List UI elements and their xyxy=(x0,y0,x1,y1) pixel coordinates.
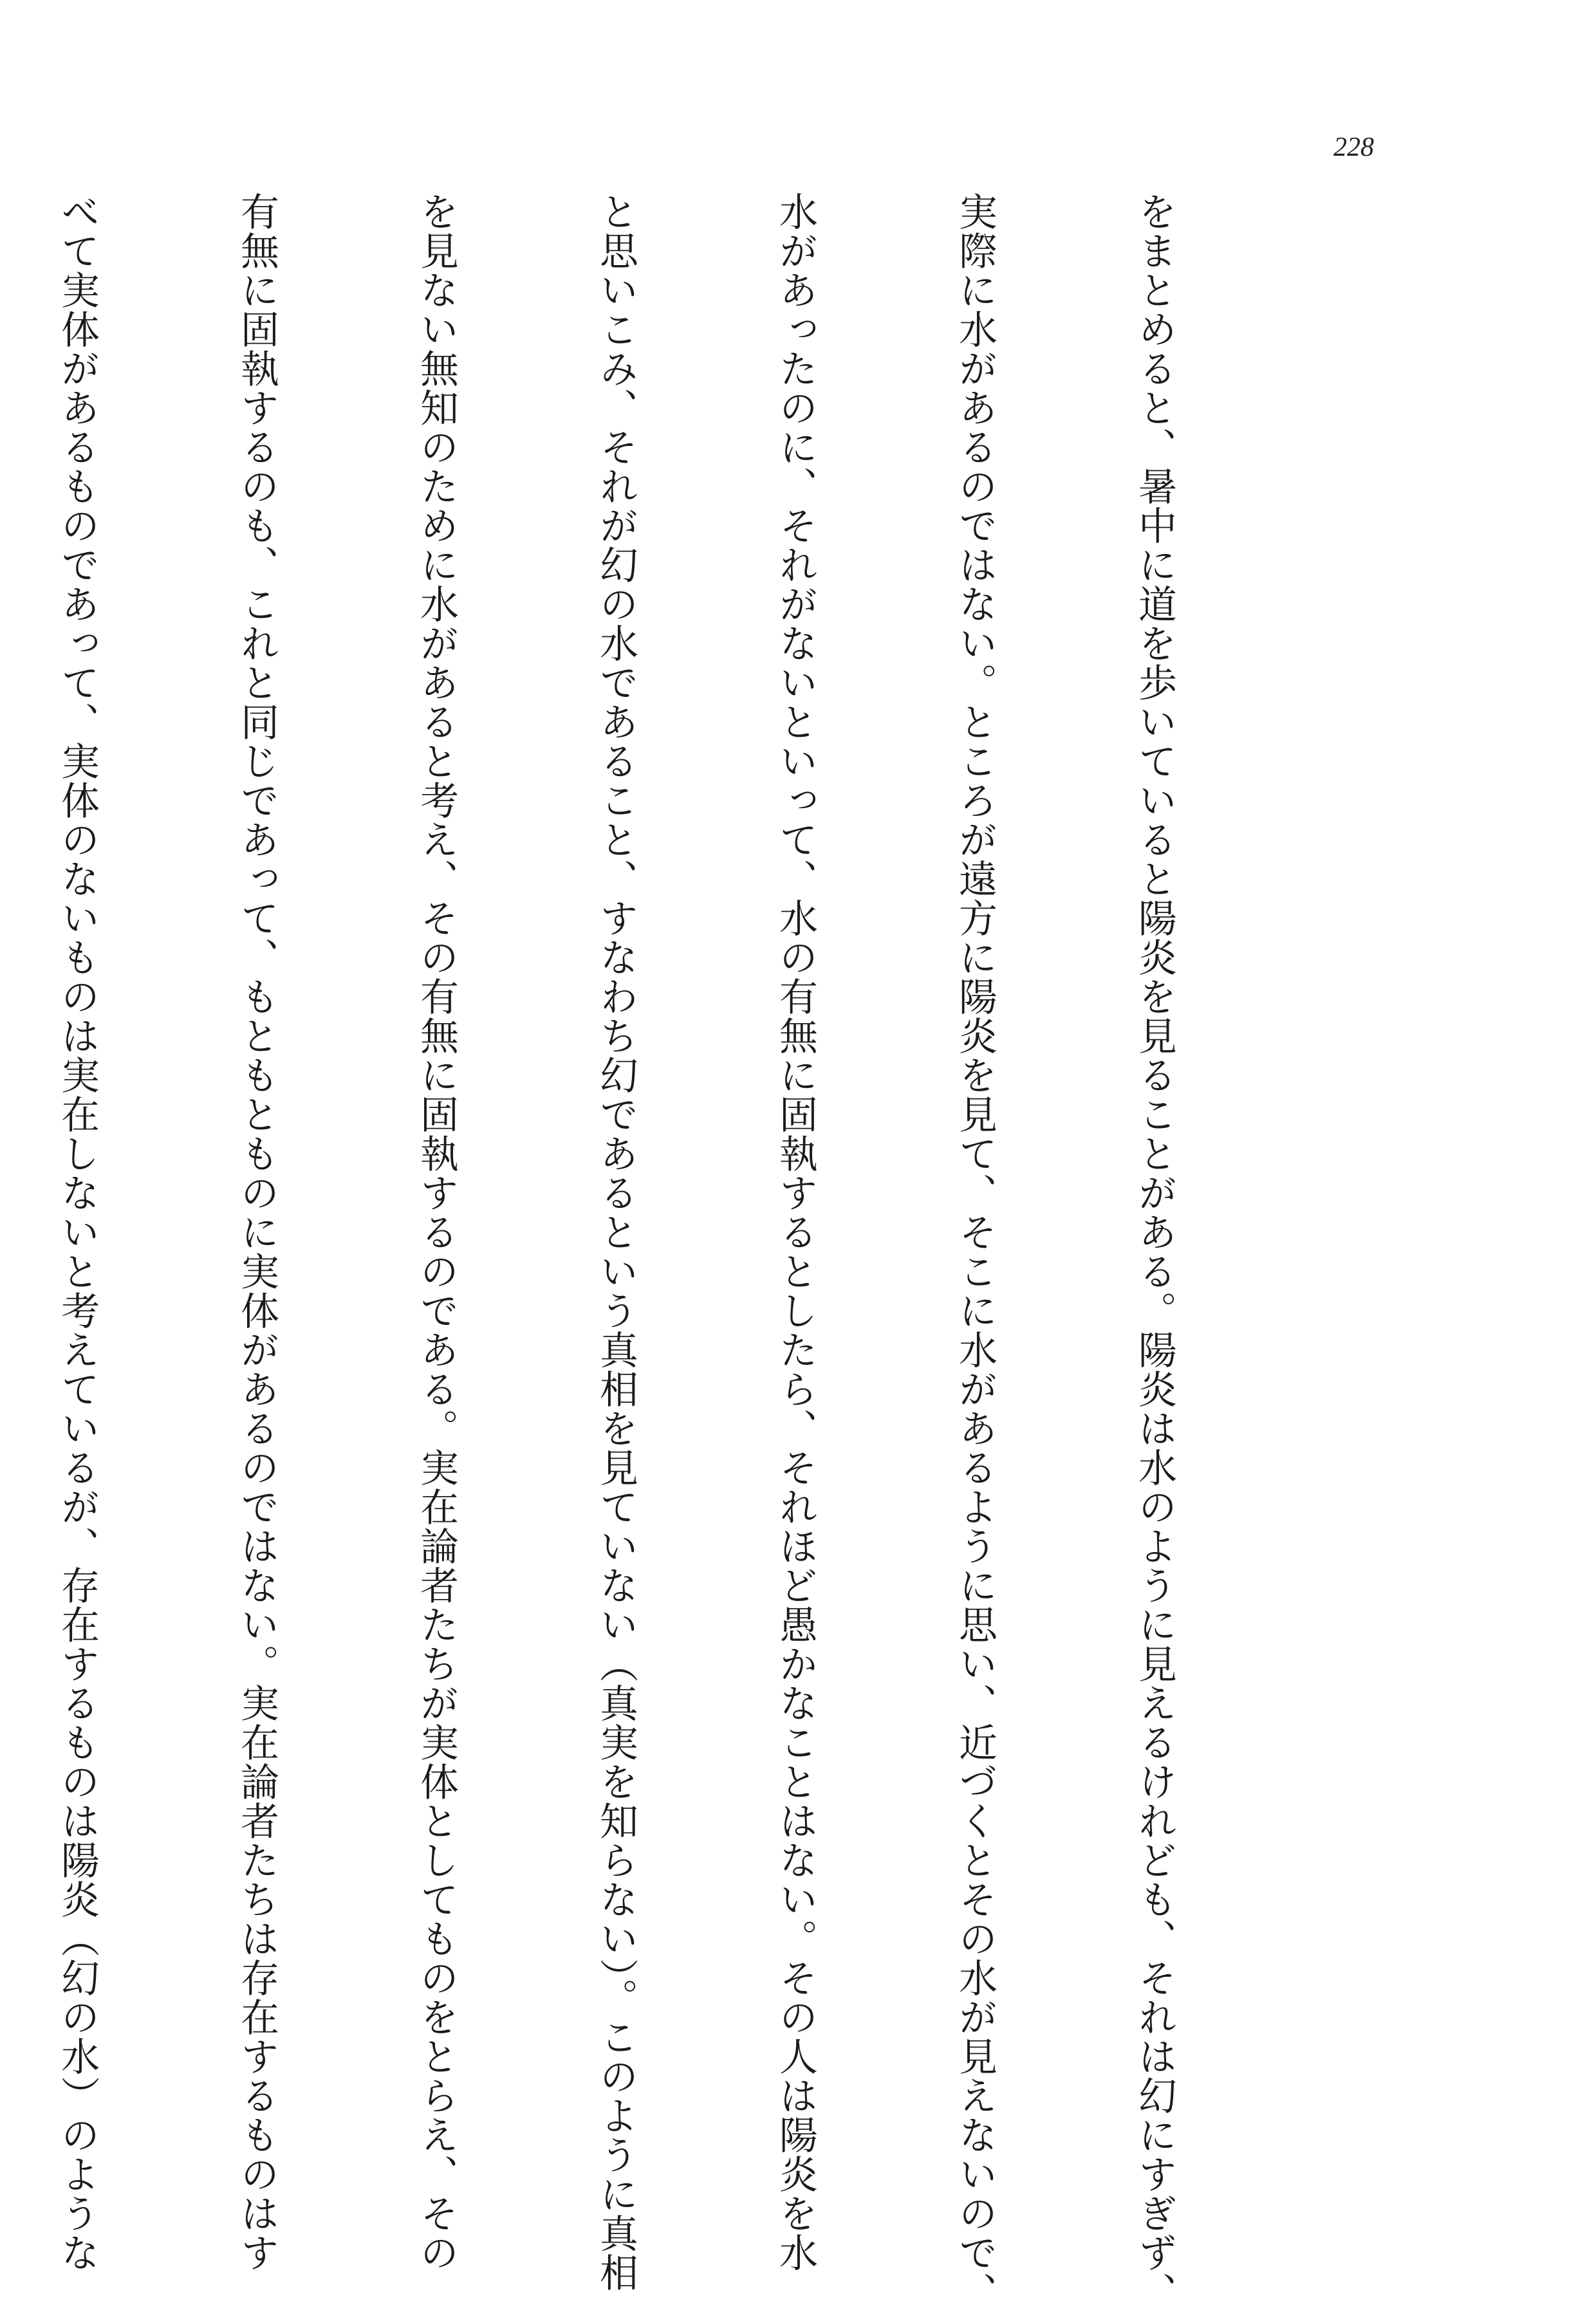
text-line: を見ない無知のために水があると考え、その有無に固執するのである。実在論者たちが実体としてものをとらえ、その xyxy=(414,192,459,2272)
text-line: 水があったのに、それがないといって、水の有無に固執するとしたら、それほど愚かなことはない。その人は陽炎を水 xyxy=(773,192,818,2272)
text-line: をまとめると、暑中に道を歩いていると陽炎を見ることがある。陽炎は水のように見えるけれども、それは幻にすぎず、 xyxy=(1132,192,1177,2311)
text-line: 実際に水があるのではない。ところが遠方に陽炎を見て、そこに水があるように思い、近づくとその水が見えないので、 xyxy=(952,192,998,2311)
body-text xyxy=(0,192,1424,2311)
text-line: べて実体があるものであって、実体のないものは実在しないと考えているが、存在するものは陽炎（幻の水）のような xyxy=(55,192,100,2272)
text-line: 有無に固執するのも、これと同じであって、もともとものに実体があるのではない。実在論者たちは存在するものはす xyxy=(234,192,279,2272)
page-number: 228 xyxy=(1333,133,1374,162)
text-line: と思いこみ、それが幻の水であること、すなわち幻であるという真相を見ていない（真実を知らない）。このように真相 xyxy=(593,192,638,2292)
paragraph-main xyxy=(0,192,1304,2311)
